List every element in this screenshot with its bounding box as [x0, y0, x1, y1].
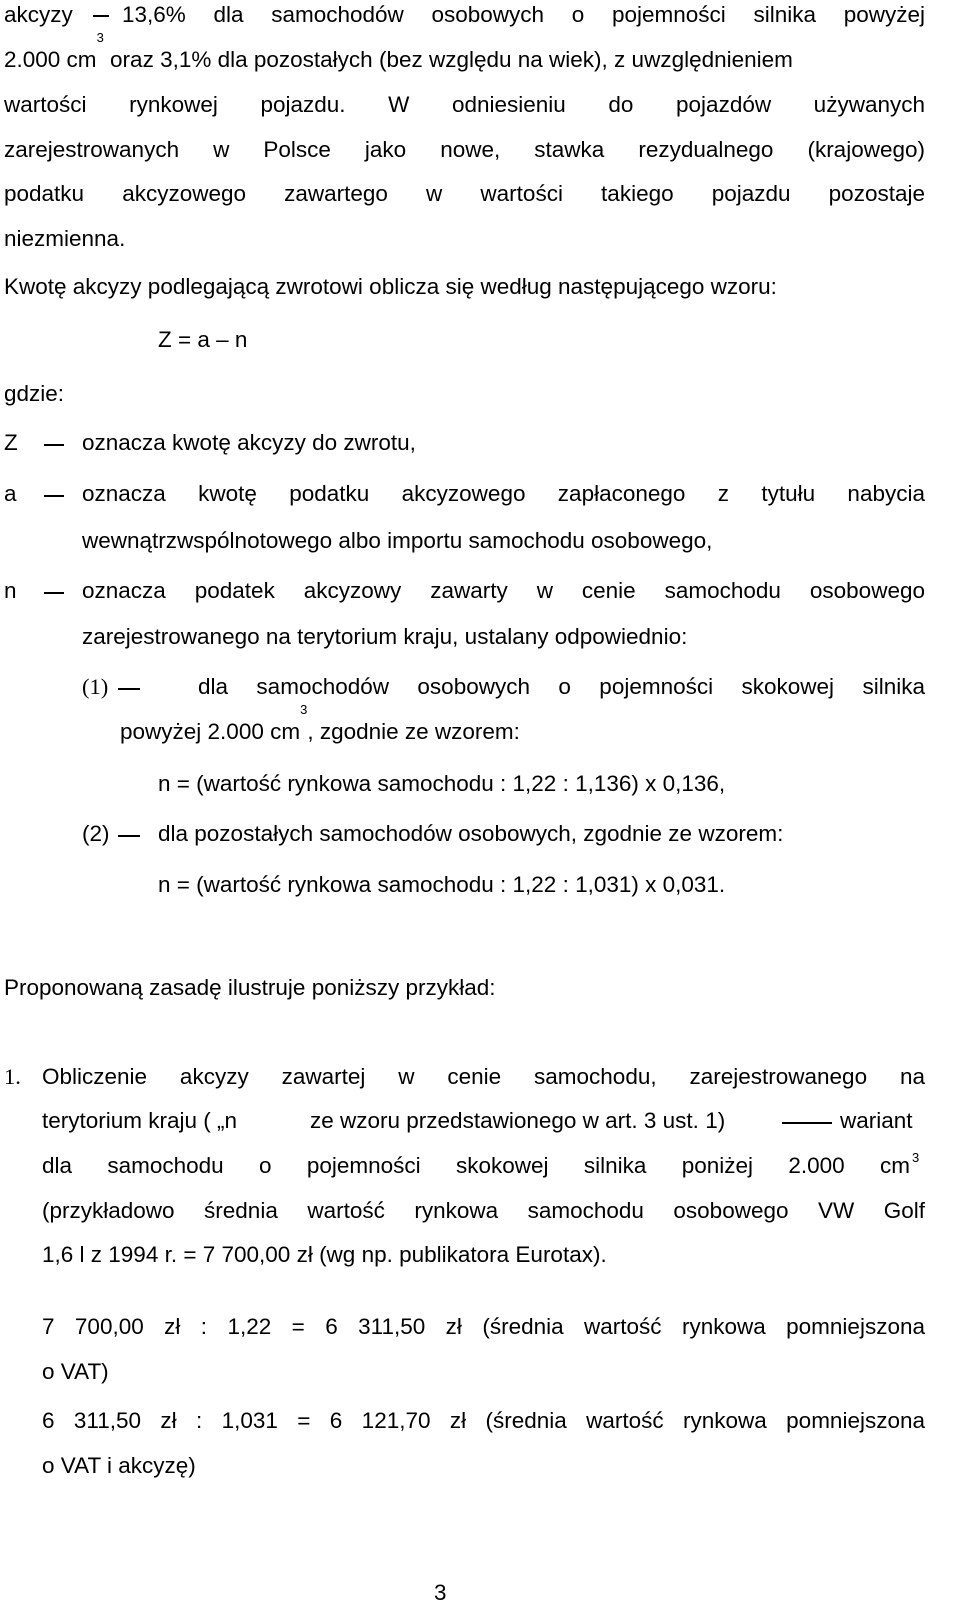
example-line-5: 1,6 l z 1994 r. = 7 700,00 zł (wg np. publikatora Eurotax). [42, 1242, 607, 1267]
def-z-text: oznacza kwotę akcyzy do zwrotu, [82, 430, 416, 455]
example-line-1: Obliczenie akcyzy zawartej w cenie samochodu, zarejestrowanego na [42, 1064, 925, 1089]
calc-1-line-1: 7 700,00 zł : 1,22 = 6 311,50 zł (średnia wartość rynkowa pomniejszona [42, 1314, 925, 1339]
intro-line-3: wartości rynkowej pojazdu. W odniesieniu do pojazdów używanych [4, 92, 925, 117]
def-n-symbol: n [4, 578, 17, 603]
dash [44, 592, 64, 594]
dash [44, 495, 64, 497]
calc-2-line-1: 6 311,50 zł : 1,031 = 6 121,70 zł (średnia wartość rynkowa pomniejszona [42, 1408, 925, 1433]
intro-line-1b: 13,6% dla samochodów osobowych o pojemności silnika powyżej [122, 2, 925, 27]
formula-intro: Kwotę akcyzy podlegającą zwrotowi oblicza się według następującego wzoru: [4, 274, 777, 299]
dash [782, 1122, 832, 1124]
def-a-symbol: a [4, 481, 17, 506]
example-line-3: dla samochodu o pojemności skokowej silnika poniżej 2.000 cm [42, 1153, 910, 1178]
example-line-2b: ze wzoru przedstawionego w art. 3 ust. 1) [310, 1108, 726, 1133]
sub-2-number: (2) [82, 821, 110, 846]
intro-line-2: 2.000 $cm^3$ oraz 3,1% dla pozostałych (bez względu na wiek), z uwzględnieniem [4, 30, 793, 72]
main-formula: Z = a – n [158, 327, 248, 352]
example-line-2c: wariant [840, 1108, 913, 1133]
sub-1-text: dla samochodów osobowych o pojemności skokowej silnika [198, 674, 925, 699]
dash [118, 835, 140, 837]
sub-1-text-2: powyżej 2.000 $cm^3$, zgodnie ze wzorem: [120, 702, 520, 744]
dash [44, 444, 64, 446]
intro-line-6: niezmienna. [4, 226, 126, 251]
example-line-4: (przykładowo średnia wartość rynkowa samochodu osobowego VW Golf [42, 1198, 925, 1223]
sub-1-formula: n = (wartość rynkowa samochodu : 1,22 : 1,136) x 0,136, [158, 771, 726, 796]
calc-1-line-2: o VAT) [42, 1359, 109, 1384]
example-number: 1. [4, 1064, 21, 1089]
example-line-2a: terytorium kraju ( „n [42, 1108, 238, 1133]
dash [118, 688, 140, 690]
page-number: 3 [434, 1580, 447, 1605]
calc-2-line-2: o VAT i akcyzę) [42, 1453, 196, 1478]
def-z-symbol: Z [4, 430, 18, 455]
intro-line-5: podatku akcyzowego zawartego w wartości takiego pojazdu pozostaje [4, 181, 925, 206]
intro-line-4: zarejestrowanych w Polsce jako nowe, stawka rezydualnego (krajowego) [4, 137, 925, 162]
sub-2-text: dla pozostałych samochodów osobowych, zgodnie ze wzorem: [158, 821, 784, 846]
intro-line-1a: akcyzy [4, 2, 73, 27]
def-a-text-2: wewnątrzwspólnotowego albo importu samochodu osobowego, [82, 528, 713, 553]
def-n-text-1: oznacza podatek akcyzowy zawarty w cenie samochodu osobowego [82, 578, 925, 603]
sub-2-formula: n = (wartość rynkowa samochodu : 1,22 : 1,031) x 0,031. [158, 872, 726, 897]
gdzie-label: gdzie: [4, 381, 65, 406]
dash [93, 15, 109, 17]
example-heading: Proponowaną zasadę ilustruje poniższy przykład: [4, 975, 496, 1000]
def-a-text-1: oznacza kwotę podatku akcyzowego zapłaconego z tytułu nabycia [82, 481, 925, 506]
def-n-text-2: zarejestrowanego na terytorium kraju, ustalany odpowiednio: [82, 624, 688, 649]
sub-1-number: (1) [82, 674, 109, 699]
